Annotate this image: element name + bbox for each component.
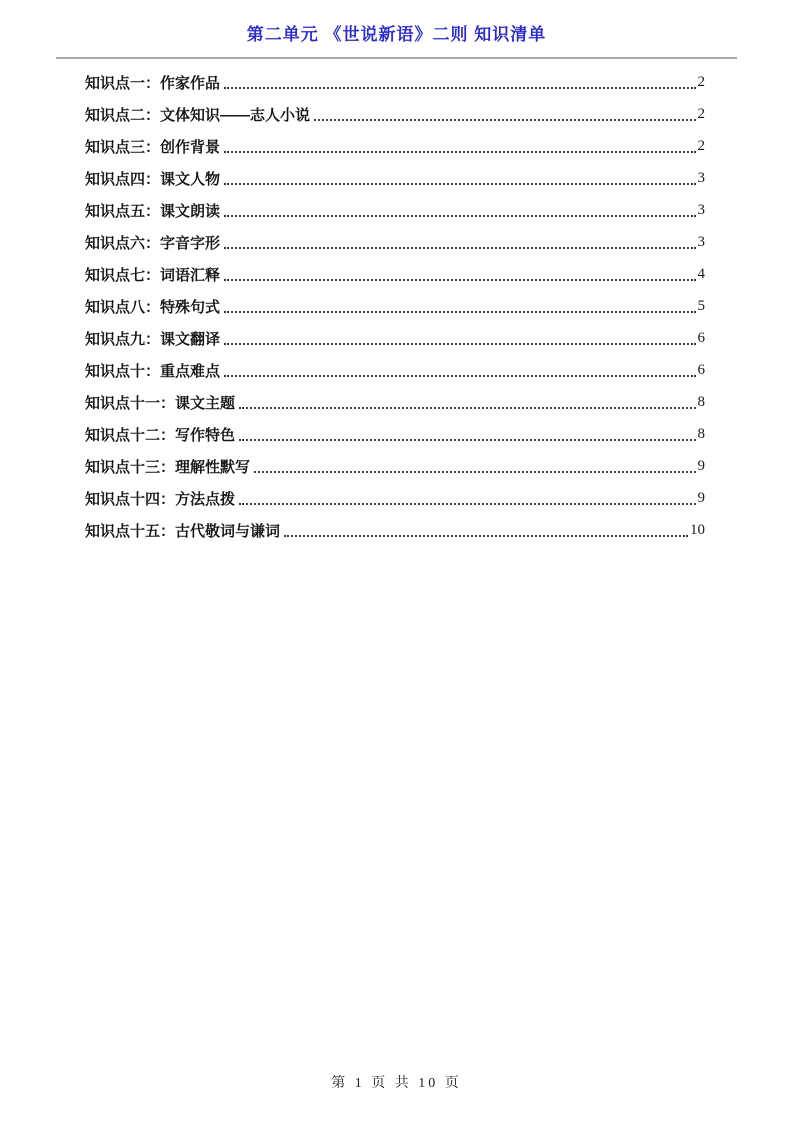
toc-row <box>85 482 705 514</box>
toc-entry-label: 知识点十三：理解性默写 <box>85 458 251 476</box>
toc-dot-leader <box>239 396 695 409</box>
toc-entry-label: 知识点十五：古代敬词与谦词 <box>85 522 281 540</box>
toc-entry-label: 知识点六：字音字形 <box>85 234 221 252</box>
toc-row <box>85 226 705 258</box>
toc-dot-leader <box>224 76 695 89</box>
title-divider <box>56 57 737 59</box>
toc-page-number: 5 <box>697 297 705 314</box>
toc-row <box>85 322 705 354</box>
toc-entry-label: 知识点三：创作背景 <box>85 138 221 156</box>
toc-entry-label: 知识点九：课文翻译 <box>85 330 221 348</box>
toc-dot-leader <box>224 140 695 153</box>
toc-page-number: 9 <box>697 457 705 474</box>
toc-dot-leader <box>239 492 695 505</box>
toc-page-number: 3 <box>697 233 705 250</box>
toc-page-number: 9 <box>697 489 705 506</box>
toc-dot-leader <box>224 300 695 313</box>
toc-row <box>85 258 705 290</box>
toc-entry-label: 知识点五：课文朗读 <box>85 202 221 220</box>
toc-row <box>85 386 705 418</box>
toc-dot-leader <box>254 460 695 473</box>
toc-row <box>85 418 705 450</box>
toc-dot-leader <box>224 268 695 281</box>
toc-page-number: 4 <box>697 265 705 282</box>
toc-page-number: 3 <box>697 169 705 186</box>
toc-row <box>85 450 705 482</box>
toc-entry-label: 知识点十一：课文主题 <box>85 394 236 412</box>
toc-page-number: 2 <box>697 137 705 154</box>
toc-dot-leader <box>284 524 688 537</box>
toc-row <box>85 162 705 194</box>
toc-page-number: 8 <box>697 425 705 442</box>
toc-dot-leader <box>224 332 695 345</box>
toc-row <box>85 66 705 98</box>
toc-dot-leader <box>314 108 695 121</box>
toc-page-number: 10 <box>690 521 705 538</box>
toc-row <box>85 194 705 226</box>
toc-row <box>85 98 705 130</box>
toc-dot-leader <box>239 428 695 441</box>
toc-row <box>85 130 705 162</box>
page-footer: 第 1 页 共 10 页 <box>331 1076 462 1091</box>
toc-page-number: 2 <box>697 73 705 90</box>
toc-dot-leader <box>224 236 695 249</box>
page-title: 第二单元 《世说新语》二则 知识清单 <box>246 25 547 44</box>
toc-entry-label: 知识点十四：方法点拨 <box>85 490 236 508</box>
toc-page-number: 8 <box>697 393 705 410</box>
toc-page-number: 3 <box>697 201 705 218</box>
toc-page-number: 6 <box>697 361 705 378</box>
toc-entry-label: 知识点一：作家作品 <box>85 74 221 92</box>
toc-page-number: 2 <box>697 105 705 122</box>
toc-row <box>85 514 705 546</box>
toc-entry-label: 知识点八：特殊句式 <box>85 298 221 316</box>
toc-entry-label: 知识点十二：写作特色 <box>85 426 236 444</box>
toc-entry-label: 知识点二：文体知识——志人小说 <box>85 106 311 124</box>
toc-page-number: 6 <box>697 329 705 346</box>
toc-dot-leader <box>224 204 695 217</box>
toc-row <box>85 290 705 322</box>
toc-row <box>85 354 705 386</box>
toc-entry-label: 知识点四：课文人物 <box>85 170 221 188</box>
toc-dot-leader <box>224 364 695 377</box>
toc-dot-leader <box>224 172 695 185</box>
toc-entry-label: 知识点七：词语汇释 <box>85 266 221 284</box>
toc-list <box>85 66 705 546</box>
toc-entry-label: 知识点十：重点难点 <box>85 362 221 380</box>
